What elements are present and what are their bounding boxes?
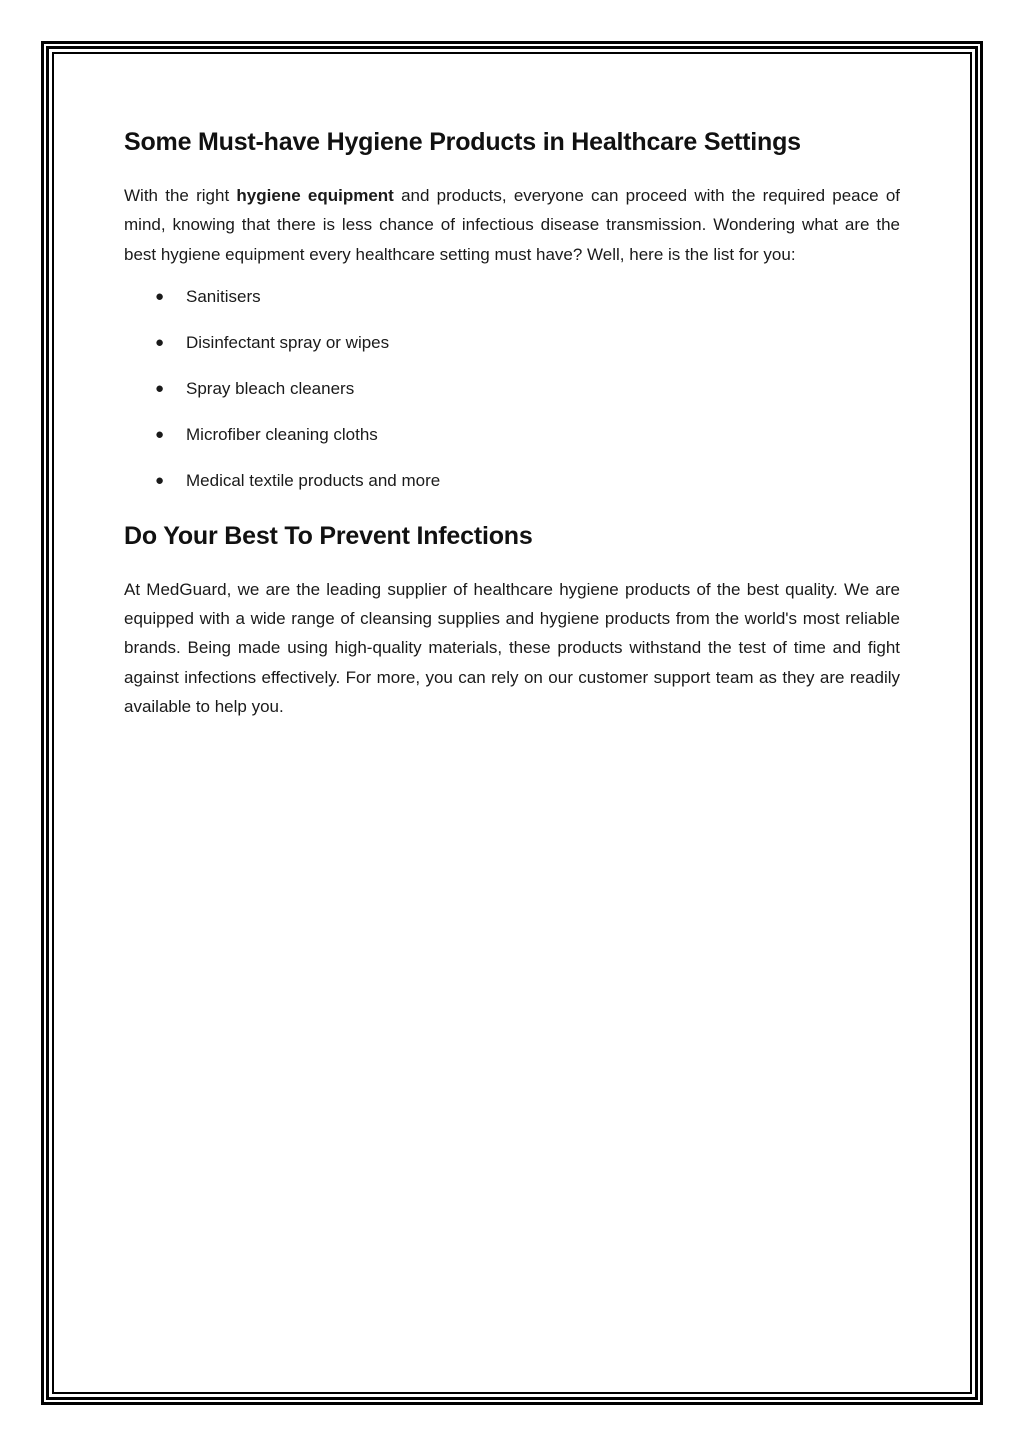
list-item [124,286,900,308]
bullet-icon: ● [155,425,165,443]
list-item-label: Spray bleach cleaners [186,378,355,398]
list-item [124,378,900,400]
hygiene-products-list [124,286,900,492]
section-heading-hygiene-products: Some Must-have Hygiene Products in Healthcare Settings [124,128,801,156]
list-item-label: Medical textile products and more [186,470,441,490]
section-heading-prevent-infections: Do Your Best To Prevent Infections [124,521,533,550]
list-item [124,424,900,446]
bullet-icon: ● [155,287,165,305]
bullet-icon: ● [155,379,165,397]
list-item [124,470,900,492]
bullet-icon: ● [155,333,165,351]
bullet-icon: ● [155,471,165,489]
list-item-label: Sanitisers [186,286,261,306]
list-item-label: Disinfectant spray or wipes [186,332,390,352]
intro-text-end: and products, everyone can proceed with the required peace of mind, knowing that there is less chance of infectious disease transmission. Wondering what are the best hygiene equipment every healthcare setting must have? Well, here is the list for you: [124,186,900,264]
intro-text-start: With the right [124,186,237,205]
intro-paragraph [124,181,900,269]
list-item [124,332,900,354]
list-item-label: Microfiber cleaning cloths [186,424,378,444]
medguard-paragraph: At MedGuard, we are the leading supplier of healthcare hygiene products of the best quality. We are equipped with a wide range of cleansing supplies and hygiene products from the world's most reliable brands. Being made using high-quality materials, these products withstand the test of time and fight against infections effectively. For more, you can rely on our customer support team as they are readily available to help you. [124,579,900,717]
intro-bold-term: hygiene equipment [236,186,394,205]
document-content [124,122,900,721]
